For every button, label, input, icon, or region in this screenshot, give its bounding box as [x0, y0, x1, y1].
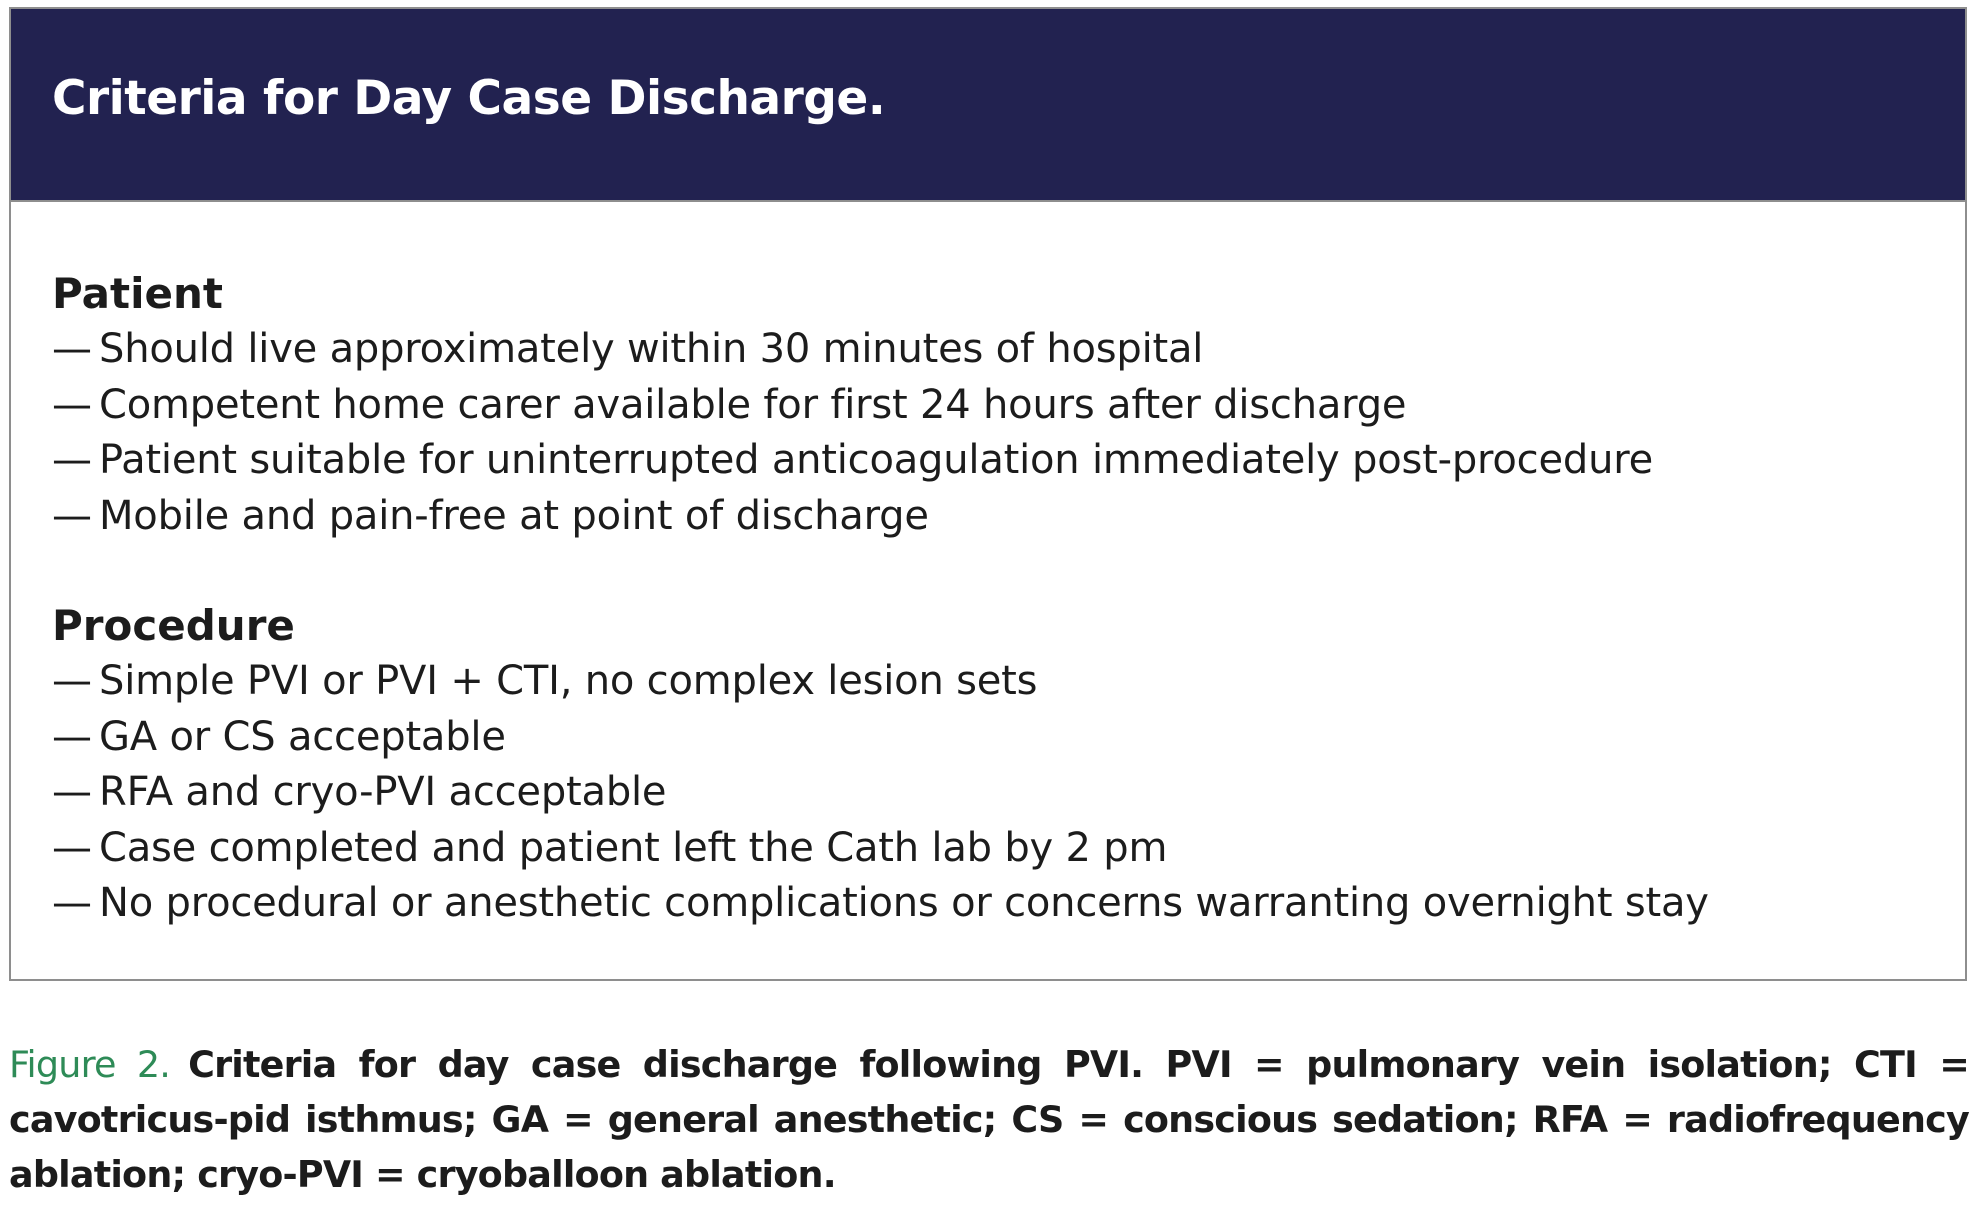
dash-glyph: —: [52, 381, 92, 428]
criteria-panel: [9, 7, 1967, 981]
list-item: [52, 489, 1965, 545]
section-patient: [52, 266, 1965, 544]
list-item: [52, 322, 1965, 378]
section-heading: Procedure: [52, 601, 295, 650]
dash-glyph: —: [52, 658, 92, 704]
dash-glyph: —: [52, 824, 92, 871]
list-item-text: Competent home carer available for first 24 hours after discharge: [99, 381, 1407, 428]
list-item-text: No procedural or anesthetic complications or concerns warranting overnight stay: [99, 880, 1709, 926]
section-heading: Patient: [52, 269, 223, 318]
dash-glyph: —: [52, 437, 92, 483]
dash-glyph: —: [52, 769, 92, 815]
list-item: [52, 821, 1965, 877]
caption-text: Criteria for day case discharge following PVI. PVI = pulmonary vein isolation; CTI = cavotricus-pid isthmus; GA = general anesthetic; CS = conscious sedation; RFA = radiofrequency ablation; cryo-PVI = cryoballoon ablation.: [9, 1043, 1970, 1196]
list-item: [52, 765, 1965, 821]
list-item-text: Patient suitable for uninterrupted anticoagulation immediately post-procedure: [99, 437, 1653, 483]
panel-body: [11, 202, 1965, 932]
list-item-text: RFA and cryo-PVI acceptable: [99, 769, 667, 815]
list-item-text: Mobile and pain-free at point of discharge: [99, 492, 929, 539]
list-item-text: Should live approximately within 30 minutes of hospital: [99, 326, 1204, 372]
dash-glyph: —: [52, 713, 92, 760]
list-item: [52, 710, 1965, 766]
list-item-text: Case completed and patient left the Cath lab by 2 pm: [99, 824, 1168, 871]
panel-title: Criteria for Day Case Discharge.: [52, 71, 886, 126]
list-item: [52, 876, 1965, 932]
dash-glyph: —: [52, 880, 92, 926]
list-item-text: Simple PVI or PVI + CTI, no complex lesion sets: [99, 658, 1038, 704]
section-procedure: [52, 598, 1965, 932]
panel-header: [11, 9, 1965, 202]
dash-glyph: —: [52, 326, 92, 372]
list-item: [52, 433, 1965, 489]
list-item: [52, 654, 1965, 710]
figure-label: Figure 2.: [9, 1043, 171, 1086]
figure-caption: [9, 1037, 1969, 1202]
list-item-text: GA or CS acceptable: [99, 713, 506, 760]
dash-glyph: —: [52, 492, 92, 539]
section-spacer: [52, 544, 1965, 598]
list-item: [52, 378, 1965, 434]
